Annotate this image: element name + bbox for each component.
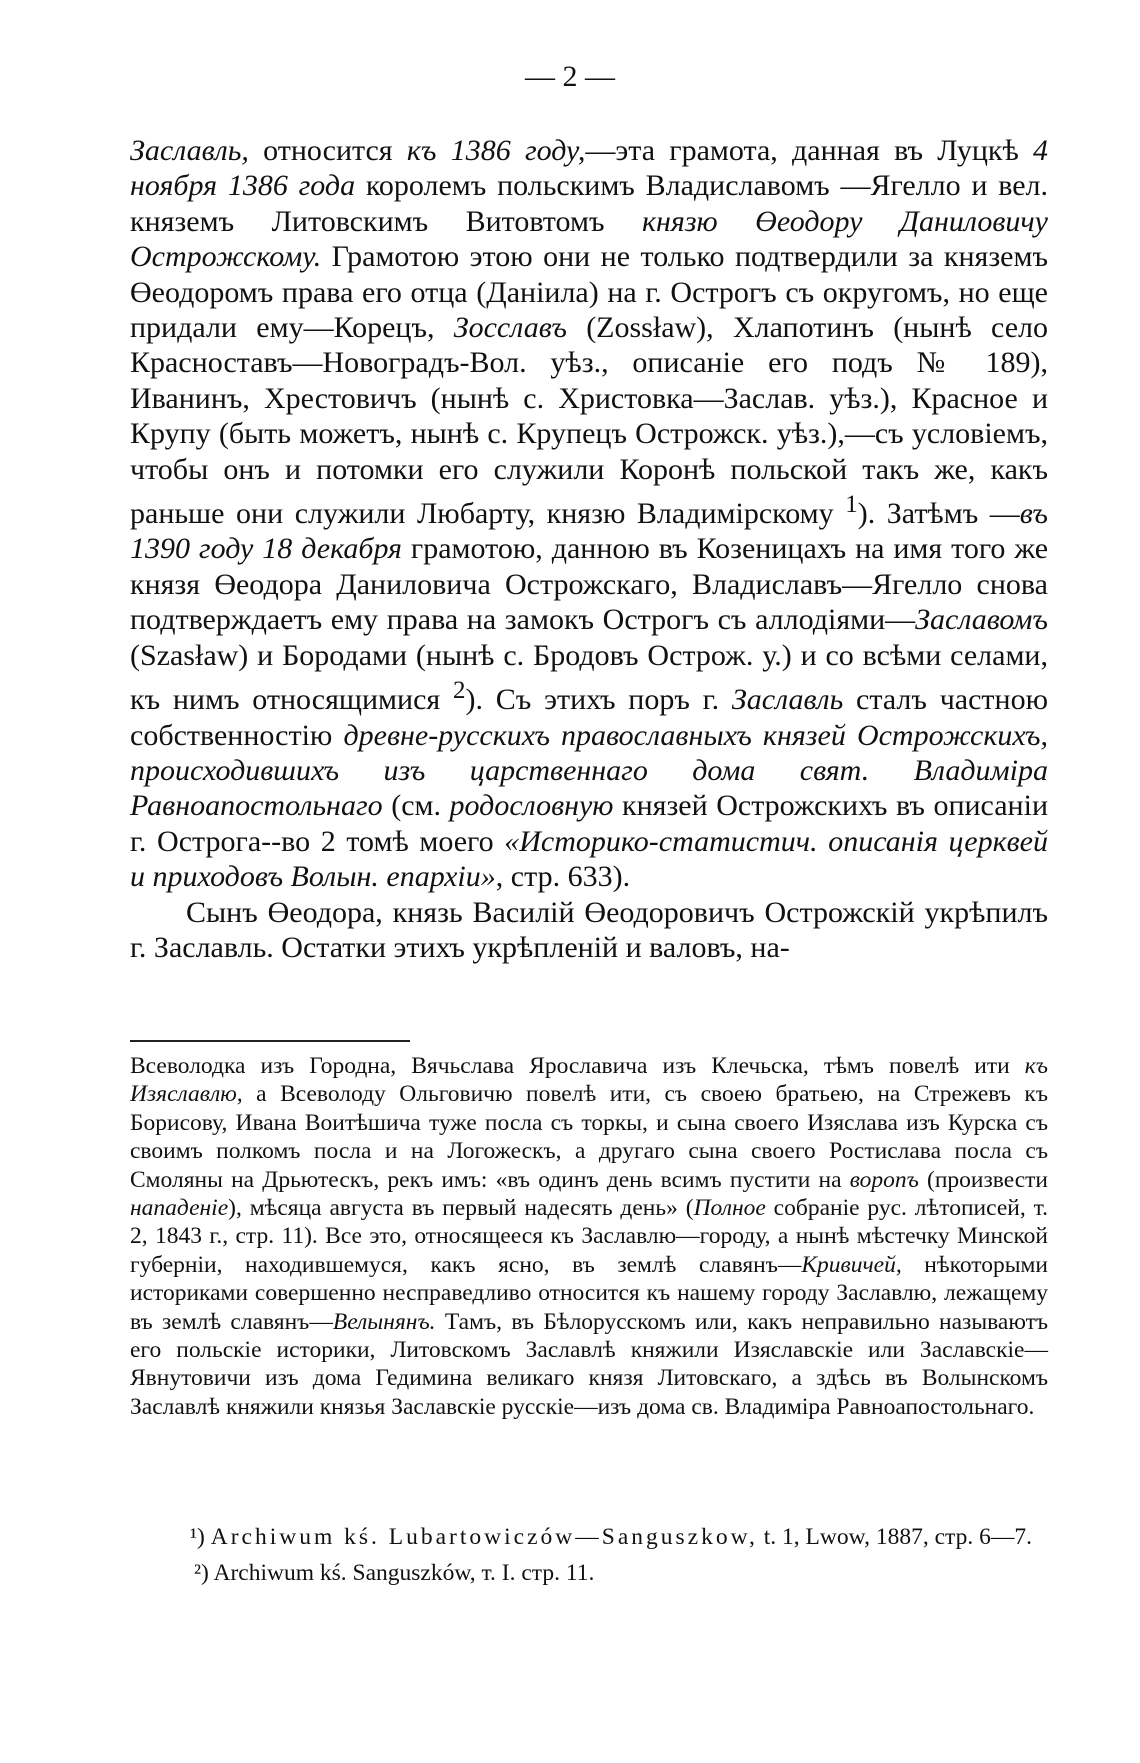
text-span: Кривичей,: [801, 1251, 902, 1278]
text-span: а Всеволоду Ольговичю повелѣ ити, съ своею братьею, на Стрежевъ къ Борисову, Ивана Воитѣшича туже посла съ торкы, и сына своего Изяслава изъ Курска съ своимъ полкомъ посла и на Логожескъ, а другаго сына своего Ростислава посла съ Смоляны на Дрьютескъ, рекъ имъ: «въ одинъ день всимъ пустити на: [130, 1081, 1048, 1193]
footnote-divider: [130, 1040, 410, 1042]
text-span: нѣкоторыми историками совершенно несправедливо относится къ нашему городу Заславлю, лежащему въ землѣ славянъ—: [130, 1251, 1048, 1335]
text-span: Тамъ, въ Бѣлорусскомъ или, какъ неправильно называютъ его польскіе историки, Литовскомъ Заславлѣ княжили Изяславскіе или Заславскіе—Явнутовичи изъ дома Гедимина великаго князя Литовскаго, а здѣсь въ Волынскомъ Заславлѣ княжили князья Заславскіе русскіе—изъ дома св. Владиміра Равноапостольнаго.: [130, 1308, 1049, 1420]
text-span: Зосславъ: [453, 311, 567, 345]
text-span: князю Өеодору Даниловичу Острожскому.: [130, 204, 1048, 274]
text-span: грамотою, данною въ Козеницахъ на имя того же князя Өеодора Даниловича Острожскаго, Владиславъ—Ягелло снова подтверждаетъ ему права на замокъ Острогъ съ аллодіями—: [130, 532, 1049, 637]
text-span: (Szasław) и Бородами (нынѣ с. Бродовъ Острож. у.) и со всѣми селами, къ нимъ относящимися: [130, 638, 1048, 717]
text-span: Заславль,: [130, 134, 249, 167]
text-span: къ 1386 году,: [406, 134, 586, 167]
text-span: князей Острожскихъ въ описаніи г. Острога--во 2 томѣ моего: [130, 789, 1048, 858]
paragraph-1: [130, 133, 1048, 895]
text-span: сталъ частною собственностію: [130, 683, 1048, 752]
footnotes: [130, 1522, 1048, 1594]
footnote-ref-1: 1: [845, 491, 858, 519]
text-span: воропъ: [849, 1166, 919, 1193]
text-span: Заславомъ: [915, 603, 1048, 637]
page-number: — 2 —: [525, 60, 615, 93]
text-span: относится: [248, 134, 407, 167]
text-span: Полное: [693, 1195, 766, 1222]
text-span: Грамотою этою они не только подтвердили за княземъ Өеодоромъ права его отца (Даніила) на г. Острогъ съ округомъ, но еще придали ему—Корецъ,: [130, 240, 1048, 345]
text-span: Всеволодка изъ Городна, Вячьслава Ярославича изъ Клечьска, тѣмъ повелѣ ити: [130, 1053, 1025, 1079]
text-span: Велынянъ.: [332, 1308, 436, 1335]
footnote-ref-2: 2: [453, 677, 466, 705]
main-text: [130, 133, 1048, 965]
text-span: «Историко-статистич. описанія церквей и приходовъ Волын. епархіи»: [130, 824, 1048, 894]
footnote-2-text: Archiwum kś. Sanguszków, т. I. стр. 11.: [213, 1560, 595, 1586]
text-span: Заславль: [731, 683, 844, 717]
text-span: —эта грамота, данная въ Луцкѣ: [585, 134, 1034, 167]
text-span: 4 ноября 1386 года: [130, 134, 1049, 203]
paragraph-2: Сынъ Өеодора, князь Василій Өеодоровичъ Острожскій укрѣпилъ г. Заславль. Остатки этихъ укрѣпленій и валовъ, на-: [130, 895, 1048, 964]
text-span: древне-русскихъ православныхъ князей Острожскихъ, происходившихъ изъ царственнаго дома свят. Владиміра Равноапостольнаго: [130, 718, 1048, 823]
text-span: нападеніе: [130, 1195, 229, 1222]
text-span: ). Затѣмъ —: [857, 497, 1020, 531]
text-span: (произвести: [918, 1166, 1049, 1193]
footnote-1-rest: t. 1, Lwow, 1887, стр. 6—7.: [757, 1524, 1032, 1550]
continued-footnote: [130, 1052, 1048, 1421]
footnote-1-source: Archiwum kś. Lubartowiczów—Sanguszkow,: [210, 1524, 758, 1550]
footnote-1-mark: ¹): [190, 1524, 205, 1550]
text-span: собраніе рус. лѣтописей, т. 2, 1843 г., стр. 11). Все это, относящееся къ Заславлю—городу, а нынѣ мѣстечку Минской губерніи, находившемуся, какъ ясно, въ землѣ славянъ—: [130, 1195, 1048, 1278]
footnote-2: [130, 1558, 1048, 1588]
text-span: ), мѣсяца августа въ первый надесять день» (: [228, 1195, 694, 1222]
continued-footnote-text: [130, 1052, 1048, 1421]
text-span: , стр. 633).: [495, 860, 631, 894]
footnote-2-mark: ²): [194, 1560, 209, 1586]
text-span: ). Съ этихъ поръ г.: [465, 683, 732, 717]
text-span: (см.: [382, 789, 450, 823]
text-span: родословную: [449, 789, 614, 823]
text-span: (Zossław), Хлапотинъ (нынѣ село Красноставъ—Новоградъ-Вол. уѣз., описаніе его подъ № 189), Иванинъ, Хрестовичъ (нынѣ с. Христовка—Заслав. уѣз.), Красное и Крупу (быть можетъ, нынѣ с. Крупецъ Острожск. уѣз.),—съ условіемъ, чтобы онъ и потомки его служили Коронѣ польской такъ же, какъ раньше они служили Любарту, князю Владимірскому: [130, 311, 1048, 531]
text-span: къ Изяславлю,: [130, 1053, 1048, 1108]
text-span: королемъ польскимъ Владиславомъ —Ягелло и вел. княземъ Литовскимъ Витовтомъ: [130, 169, 1048, 238]
footnote-1: [130, 1522, 1048, 1552]
text-span: въ 1390 году 18 декабря: [130, 497, 1048, 566]
